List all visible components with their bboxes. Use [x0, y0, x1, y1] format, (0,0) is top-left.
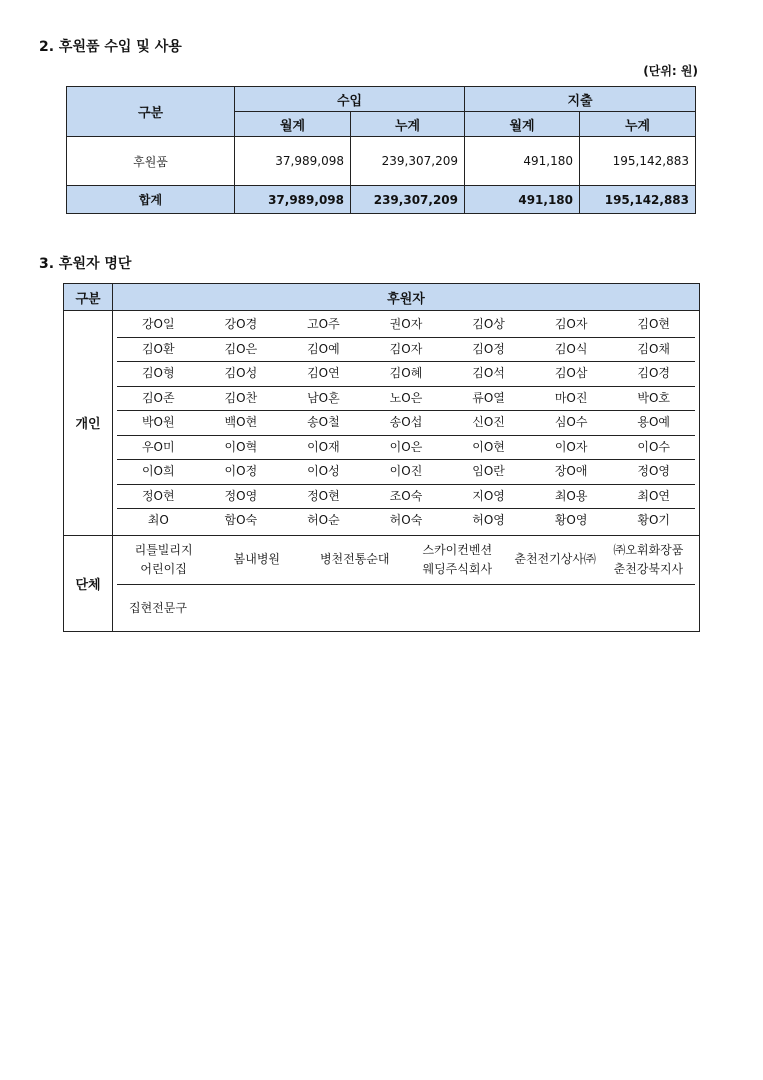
donor-name: 심O수 [530, 411, 613, 436]
donor-name: 정O영 [612, 460, 695, 485]
individual-donors [113, 311, 700, 536]
donor-name: 김O정 [447, 338, 530, 363]
table-row [67, 137, 696, 186]
income-monthly-cell: 37,989,098 [235, 137, 351, 186]
donor-name: 김O경 [612, 362, 695, 387]
donor-name: 이O현 [447, 436, 530, 461]
donor-name: 용O예 [612, 411, 695, 436]
donor-name: 류O열 [447, 387, 530, 412]
donor-name: 이O희 [117, 460, 200, 485]
donor-name: 함O숙 [224, 513, 258, 527]
donor-name: 박O호 [612, 387, 695, 412]
header-expense: 지출 [465, 87, 696, 112]
donor-name: 최O [147, 513, 169, 527]
donor-name: 정O현 [282, 485, 365, 510]
header-income-monthly: 월계 [235, 112, 351, 137]
donor-name: 김O예 [282, 338, 365, 363]
row-label: 후원품 [67, 137, 235, 186]
total-label: 합계 [67, 186, 235, 214]
section-2-title: 2. 후원품 수입 및 사용 [39, 39, 182, 55]
header-expense-monthly: 월계 [465, 112, 580, 137]
donor-name: 이O혁 [200, 436, 283, 461]
donor-name: 김O은 [200, 338, 283, 363]
expense-monthly-cell: 491,180 [465, 137, 580, 186]
donor-name: 이O자 [530, 436, 613, 461]
total-row [67, 186, 696, 214]
total-expense-monthly: 491,180 [465, 186, 580, 214]
donor-name: 권O자 [365, 313, 448, 338]
donor-name: 김O연 [282, 362, 365, 387]
donor-name: 이O재 [282, 436, 365, 461]
unit-label: (단위: 원) [643, 64, 698, 78]
donor-name: 강O일 [117, 313, 200, 338]
donor-name: 이O정 [200, 460, 283, 485]
donor-name: 김O성 [200, 362, 283, 387]
group-donor-row [117, 585, 695, 631]
group-donor: ㈜오휘화장품 춘천강북지사 [613, 542, 684, 576]
donor-list-table [63, 283, 700, 632]
donor-name: 이O진 [365, 460, 448, 485]
donor-name: 송O섭 [365, 411, 448, 436]
donor-name: 김O존 [117, 387, 200, 412]
group-donor: 집현전문구 [129, 600, 187, 615]
donor-name: 마O진 [530, 387, 613, 412]
donor-name: 이O성 [282, 460, 365, 485]
donor-name: 최O용 [530, 485, 613, 510]
donor-name: 이O수 [612, 436, 695, 461]
donor-name: 조O숙 [365, 485, 448, 510]
donor-name: 허O영 [472, 513, 505, 527]
income-cumulative-cell: 239,307,209 [351, 137, 465, 186]
donor-name: 황O기 [637, 513, 671, 527]
donor-name: 정O현 [117, 485, 200, 510]
group-donor: 리틀빌리지 어린이집 [134, 542, 193, 576]
donor-name: 김O채 [612, 338, 695, 363]
header-expense-cumulative: 누계 [580, 112, 696, 137]
donor-name: 허O숙 [389, 513, 423, 527]
group-donor: 병천전통순대 [319, 552, 390, 566]
donor-name: 이O은 [365, 436, 448, 461]
donor-name: 송O철 [282, 411, 365, 436]
group-donor: 스카이컨벤션 웨딩주식회사 [422, 542, 493, 576]
donor-name: 장O애 [530, 460, 613, 485]
group-label: 단체 [64, 535, 113, 631]
donor-name: 남O혼 [282, 387, 365, 412]
donor-name: 백O현 [200, 411, 283, 436]
donor-name: 김O자 [530, 313, 613, 338]
donor-name: 김O상 [447, 313, 530, 338]
donor-name: 김O석 [447, 362, 530, 387]
donor-name: 고O주 [282, 313, 365, 338]
header-income-cumulative: 누계 [351, 112, 465, 137]
donor-name: 김O형 [117, 362, 200, 387]
donor-name: 우O미 [117, 436, 200, 461]
donor-header-donor: 후원자 [113, 284, 700, 311]
donor-name: 정O영 [200, 485, 283, 510]
donor-name: 임O란 [447, 460, 530, 485]
header-category: 구분 [67, 87, 235, 137]
expense-cumulative-cell: 195,142,883 [580, 137, 696, 186]
donor-name: 노O은 [365, 387, 448, 412]
individual-name-grid [117, 313, 695, 533]
donor-name: 황O영 [554, 513, 588, 527]
header-income: 수입 [235, 87, 465, 112]
group-donor: 봄내병원 [233, 552, 281, 566]
donor-name: 김O식 [530, 338, 613, 363]
donor-name: 김O현 [612, 313, 695, 338]
section-3-title: 3. 후원자 명단 [39, 256, 132, 272]
total-income-cumulative: 239,307,209 [351, 186, 465, 214]
donor-name: 김O찬 [200, 387, 283, 412]
donor-name: 박O원 [117, 411, 200, 436]
group-donors [113, 535, 700, 631]
group-donor-row [117, 536, 695, 585]
individual-label: 개인 [64, 311, 113, 536]
donor-name: 김O삼 [530, 362, 613, 387]
group-donor: 춘천전기상사㈜ [514, 552, 596, 566]
donor-name: 강O경 [200, 313, 283, 338]
donor-name: 허O순 [307, 513, 340, 527]
donor-name: 김O혜 [365, 362, 448, 387]
donor-name: 김O환 [117, 338, 200, 363]
total-income-monthly: 37,989,098 [235, 186, 351, 214]
donor-name: 최O연 [612, 485, 695, 510]
donor-name: 신O진 [447, 411, 530, 436]
donor-name: 지O영 [447, 485, 530, 510]
total-expense-cumulative: 195,142,883 [580, 186, 696, 214]
donor-name: 김O자 [365, 338, 448, 363]
donor-header-category: 구분 [64, 284, 113, 311]
donation-goods-table [66, 86, 696, 214]
